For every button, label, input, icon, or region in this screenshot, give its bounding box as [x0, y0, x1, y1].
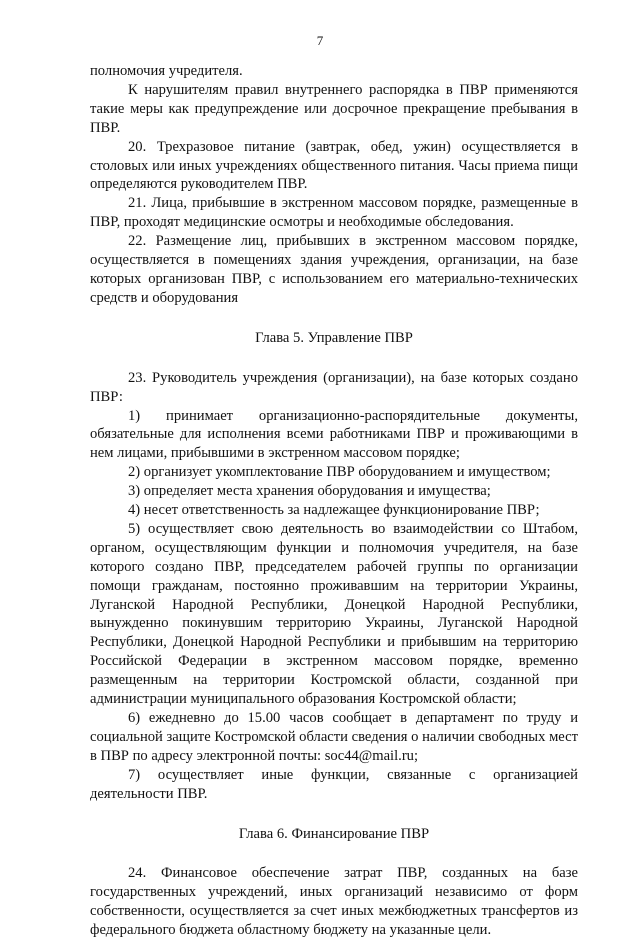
paragraph-23-item-1: 1) принимает организационно-распорядительные документы, обязательные для исполнения всеми работниками ПВР и проживающими в нем лицами, прибывшими в экстренном массовом порядке; [90, 407, 578, 462]
page-number: 7 [316, 33, 324, 48]
document-body [90, 62, 578, 940]
paragraph-23: 23. Руководитель учреждения (организации), на базе которых создано ПВР: [90, 369, 578, 405]
paragraph-23-item-3: 3) определяет места хранения оборудования и имущества; [128, 483, 491, 500]
chapter-6-heading: Глава 6. Финансирование ПВР [238, 825, 430, 842]
paragraph-22: 22. Размещение лиц, прибывших в экстренном массовом порядке, осуществляется в помещениях здания учреждения, организации, на базе которых организован ПВР, с использованием его материально-технических средств и оборудования [90, 233, 578, 306]
paragraph-23-item-2: 2) организует укомплектование ПВР оборудованием и имуществом; [128, 464, 551, 481]
paragraph-20: 20. Трехразовое питание (завтрак, обед, ужин) осуществляется в столовых или иных учреждениях общественного питания. Часы приема пищи определяются руководителем ПВР. [90, 138, 578, 193]
paragraph-23-item-7: 7) осуществляет иные функции, связанные с организацией деятельности ПВР. [90, 766, 578, 802]
paragraph-violators: К нарушителям правил внутреннего распорядка в ПВР применяются такие меры как предупреждение или досрочное прекращение пребывания в ПВР. [90, 81, 578, 136]
paragraph-24: 24. Финансовое обеспечение затрат ПВР, созданных на базе государственных учреждений, иных организаций независимо от форм собственности, осуществляется за счет иных межбюджетных трансфертов из федерального бюджета областному бюджету на указанные цели. [90, 865, 578, 939]
paragraph-continuation: полномочия учредителя. [90, 63, 243, 79]
paragraph-23-item-6: 6) ежедневно до 15.00 часов сообщает в департамент по труду и социальной защите Костромской области сведения о наличии свободных мест в ПВР по адресу электронной почты: soc44@mail.ru; [90, 710, 578, 764]
paragraph-23-item-5: 5) осуществляет свою деятельность во взаимодействии со Штабом, органом, осуществляющим функции и полномочия учредителя, на базе которого создано ПВР, председателем рабочей группы по организации помощи гражданам, постоянно проживавшим на территории Украины, Луганской Народной Республики, Донецкой Народной Республики, вынужденно покинувшим территорию Украины, Луганской Народной Республики, Донецкой Народной Республики и прибывшим на территорию Российской Федерации в экстренном массовом порядке, временно размещенным на территории Костромской области, созданной при администрации муниципального образования Костромской области; [90, 520, 578, 708]
chapter-5-heading: Глава 5. Управление ПВР [255, 329, 413, 346]
paragraph-23-item-4: 4) несет ответственность за надлежащее функционирование ПВР; [128, 502, 540, 519]
paragraph-21: 21. Лица, прибывшие в экстренном массовом порядке, размещенные в ПВР, проходят медицинские осмотры и необходимые обследования. [90, 195, 578, 231]
